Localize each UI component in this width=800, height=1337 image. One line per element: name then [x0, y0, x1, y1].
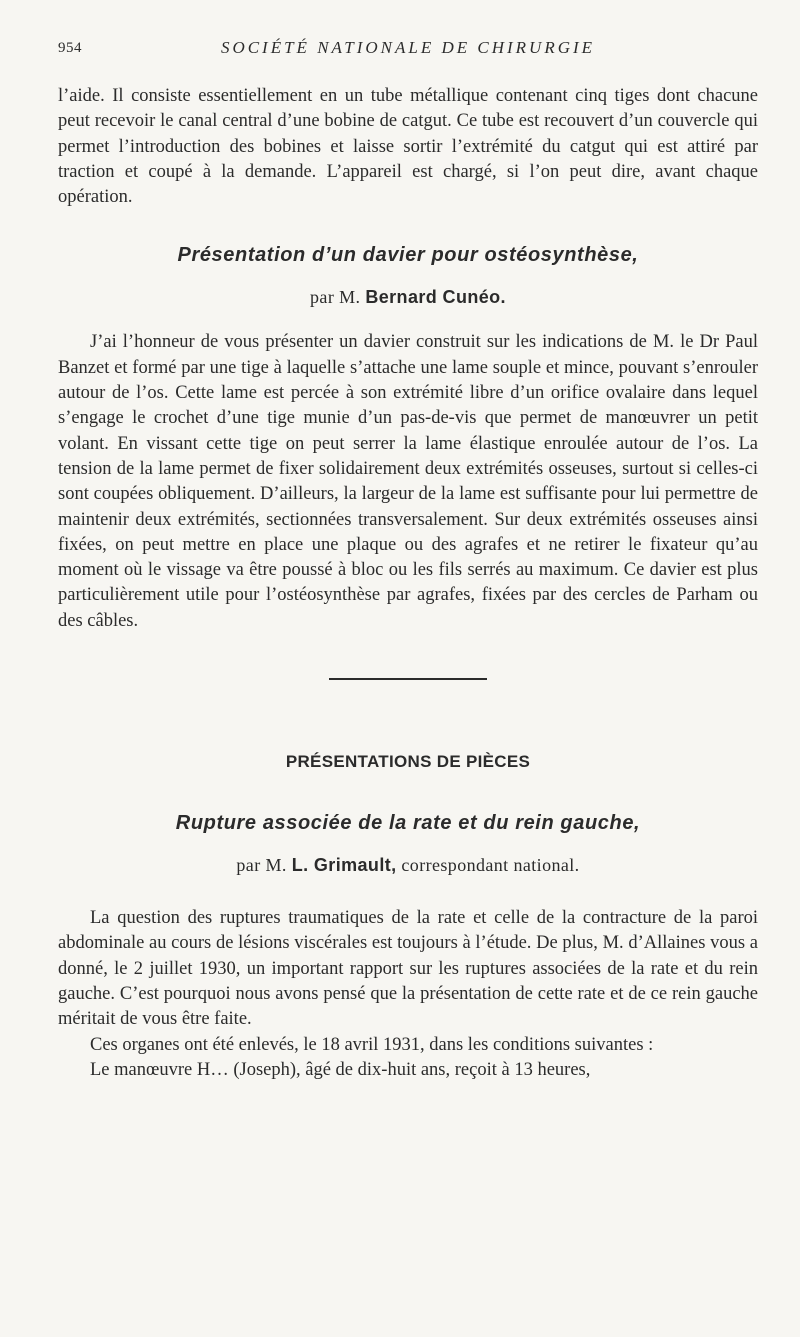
intro-paragraph: l’aide. Il consiste essentiellement en un tube métallique contenant cinq tiges dont chacune peut recevoir le canal central d’une bobine de catgut. Ce tube est recouvert d’un couvercle qui permet l’introduction des bobines et laisse sortir l’extrémité du catgut qui est attiré par traction et coupé à la demande. L’appareil est chargé, si l’on peut dire, avant chaque opération. — [58, 86, 758, 208]
page-number: 954 — [58, 40, 82, 56]
byline-prefix: par M. — [310, 287, 361, 308]
article-1-byline — [58, 287, 758, 308]
page — [58, 38, 758, 1083]
section-divider — [329, 678, 487, 680]
article-1-title: Présentation d’un davier pour ostéosynthèse, — [177, 244, 639, 267]
article-2-paragraph-2: Ces organes ont été enlevés, le 18 avril 1931, dans les conditions suivantes : — [90, 1034, 654, 1055]
byline-suffix: correspondant national. — [401, 855, 580, 876]
article-2-byline — [58, 855, 758, 876]
byline-prefix: par M. — [236, 855, 287, 876]
article-2-paragraph-1: La question des ruptures traumatiques de la rate et celle de la contracture de la paroi abdominale au cours de lésions viscérales est toujours à l’étude. De plus, M. d’Allaines vous a donné, le 2 juillet 1930, un important rapport sur les ruptures associées de la rate et du rein gauche. C’est pourquoi nous avons pensé que la présentation de cette rate et de ce rein gauche méritait de vous être faite. — [58, 908, 758, 1030]
article-2-paragraph-3: Le manœuvre H… (Joseph), âgé de dix-huit ans, reçoit à 13 heures, — [90, 1059, 591, 1080]
running-head — [58, 38, 758, 64]
article-2-author: L. Grimault, — [291, 855, 397, 876]
journal-title: SOCIÉTÉ NATIONALE DE CHIRURGIE — [220, 38, 596, 57]
article-2-title: Rupture associée de la rate et du rein gauche, — [175, 812, 641, 835]
article-1-body: J’ai l’honneur de vous présenter un davier construit sur les indications de M. le Dr Paul Banzet et formé par une tige à laquelle s’attache une lame souple et mince, pouvant s’enrouler autour de l’os. Cette lame est percée à son extrémité libre d’un orifice ovalaire dans lequel s’engage le crochet d’une tige munie d’un pas-de-vis que permet de manœuvrer un petit volant. En vissant cette tige on peut serrer la lame élastique enroulée autour de l’os. La tension de la lame permet de fixer solidairement deux extrémités osseuses, surtout si celles-ci sont coupées obliquement. D’ailleurs, la largeur de la lame est suffisante pour lui permettre de maintenir deux extrémités, sectionnées transversalement. Sur deux extrémités osseuses ainsi fixées, on peut mettre en place une plaque ou des agrafes et ne retirer le fixateur qu’au moment où le vissage va être poussé à bloc ou les fils serrés au maximum. Ce davier est plus particulièrement utile pour l’ostéosynthèse par agrafes, fixées par des cercles de Parham ou des câbles. — [58, 332, 758, 631]
section-heading: PRÉSENTATIONS DE PIÈCES — [285, 752, 531, 772]
article-1-author: Bernard Cunéo. — [365, 287, 506, 308]
